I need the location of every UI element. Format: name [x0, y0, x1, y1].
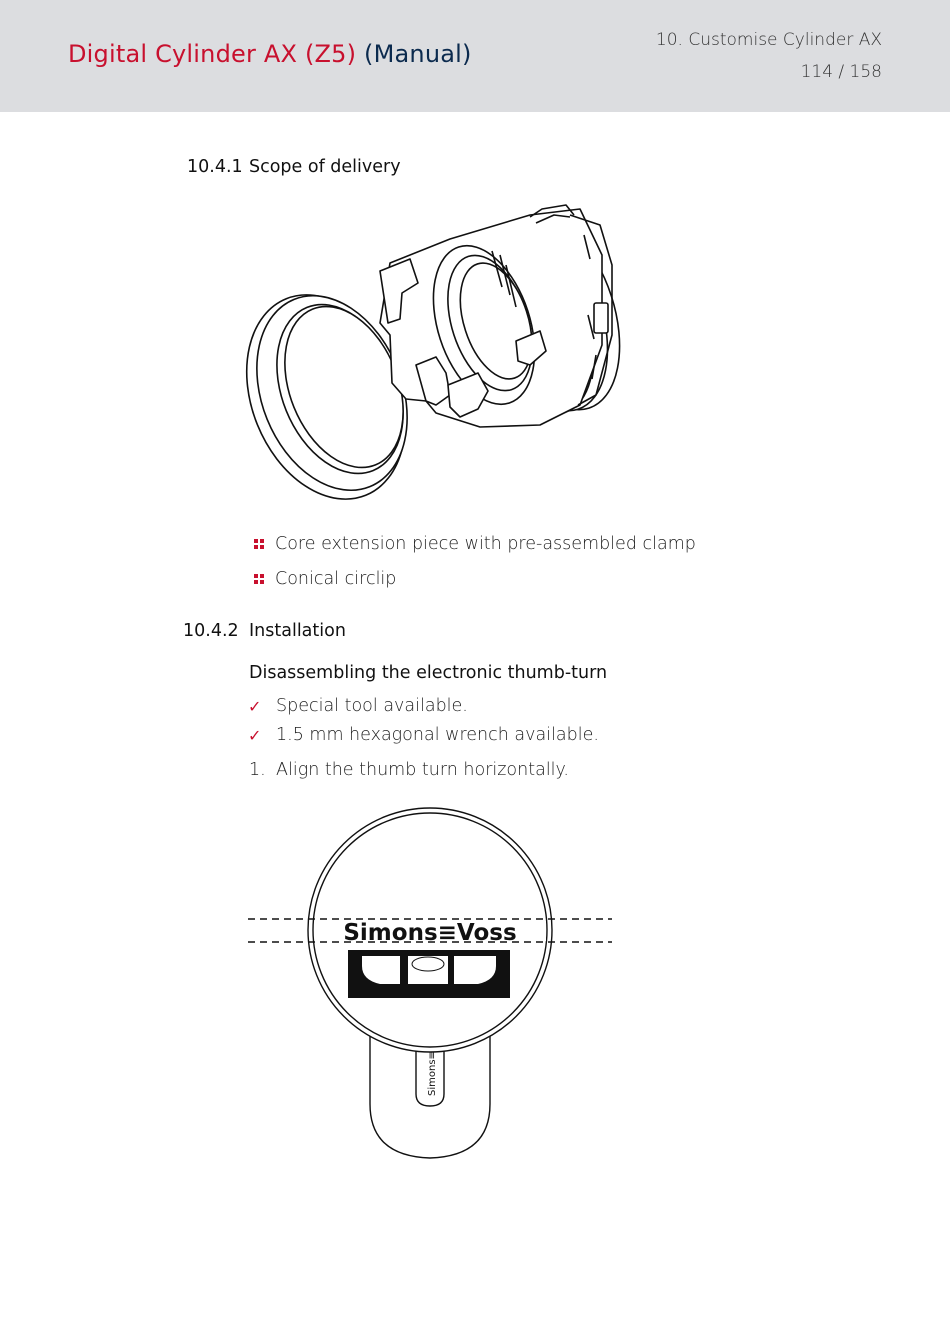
bullet-icon — [254, 574, 265, 585]
step-text: Align the thumb turn horizontally. — [276, 760, 569, 780]
checkmark-icon: ✓ — [248, 726, 262, 745]
section-title: Scope of delivery — [249, 157, 401, 177]
section-number: 10.4.2 — [183, 621, 239, 641]
section-title: Installation — [249, 621, 346, 641]
page-header — [0, 0, 950, 112]
core-extension-figure — [380, 201, 630, 429]
chapter-title: 10. Customise Cylinder AX — [655, 30, 882, 50]
step-number: 1. — [249, 760, 266, 780]
checkmark-icon: ✓ — [248, 697, 262, 716]
bullet-icon — [254, 539, 265, 550]
shaft-logo-text: Simons≡ — [427, 1051, 438, 1096]
procedure-heading: Disassembling the electronic thumb-turn — [249, 663, 608, 683]
page-number: 114 / 158 — [800, 62, 882, 82]
title-type: (Manual) — [364, 40, 472, 68]
scope-of-delivery-illustration — [240, 195, 630, 515]
document-title — [68, 40, 472, 68]
section-number: 10.4.1 — [187, 157, 243, 177]
thumb-turn-illustration — [244, 800, 616, 1165]
title-product: Digital Cylinder AX (Z5) — [68, 40, 357, 68]
knob-logo-text: Simons≡Voss — [343, 920, 517, 946]
